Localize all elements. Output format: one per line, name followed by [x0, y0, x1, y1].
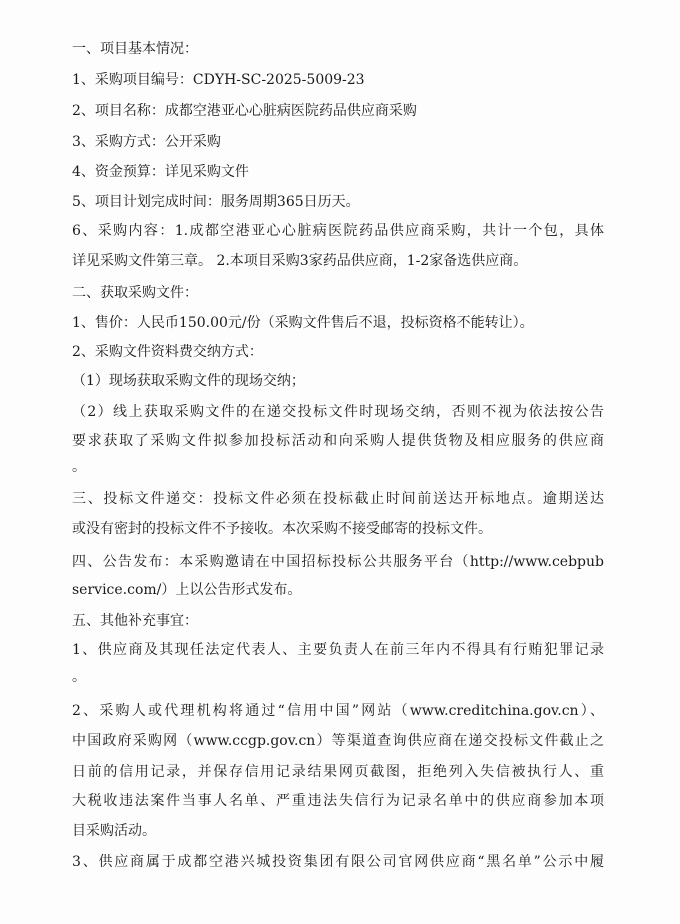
- text-announcement-2: service.com/）上以公告形式发布。: [72, 582, 302, 598]
- text-other-2-line-5: 目采购活动。: [72, 823, 156, 839]
- heading-project-info: 一、项目基本情况：: [72, 41, 198, 57]
- text-procurement-content-1: 6、采购内容：1.成都空港亚心心脏病医院药品供应商采购，共计一个包，具体: [72, 223, 604, 239]
- text-online-payment-1: （2）线上获取采购文件的在递交投标文件时现场交纳，否则不视为依法按公告: [72, 404, 604, 420]
- text-procurement-content-2: 详见采购文件第三章。 2.本项目采购3家药品供应商，1-2家备选供应商。: [72, 253, 528, 269]
- text-budget: 4、资金预算：详见采购文件: [72, 164, 249, 180]
- text-bid-submission-2: 或没有密封的投标文件不予接收。本次采购不接受邮寄的投标文件。: [72, 521, 492, 537]
- text-procurement-method: 3、采购方式：公开采购: [72, 134, 221, 150]
- text-other-2-line-1: 2、采购人或代理机构将通过“信用中国”网站（www.creditchina.gov.cn）、: [72, 703, 604, 719]
- text-onsite-payment: （1）现场获取采购文件的现场交纳；: [72, 373, 305, 389]
- text-completion-time: 5、项目计划完成时间：服务周期365日历天。: [72, 194, 360, 210]
- text-other-2-line-2: 中国政府采购网（www.ccgp.gov.cn）等渠道查询供应商在递交投标文件截止之: [72, 733, 604, 749]
- heading-other-matters: 五、其他补充事宜：: [72, 613, 198, 629]
- text-bid-submission-1: 三、投标文件递交：投标文件必须在投标截止时间前送达开标地点。逾期送达: [72, 491, 604, 507]
- text-other-1: 1、供应商及其现任法定代表人、主要负责人在前三年内不得具有行贿犯罪记录: [72, 642, 604, 658]
- heading-obtain-documents: 二、获取采购文件：: [72, 285, 198, 301]
- text-other-2-line-4: 大税收违法案件当事人名单、严重违法失信行为记录名单中的供应商参加本项: [72, 793, 604, 809]
- text-project-number: 1、采购项目编号：CDYH-SC-2025-5009-23: [72, 72, 365, 88]
- text-fee-payment: 2、采购文件资料费交纳方式：: [72, 344, 263, 360]
- text-announcement-1: 四、公告发布：本采购邀请在中国招标投标公共服务平台（http://www.cebpub: [72, 554, 604, 570]
- text-online-payment-2: 要求获取了采购文件拟参加投标活动和向采购人提供货物及相应服务的供应商: [72, 433, 604, 449]
- text-price: 1、售价：人民币150.00元/份（采购文件售后不退，投标资格不能转让）。: [72, 315, 534, 331]
- text-other-3: 3、供应商属于成都空港兴城投资集团有限公司官网供应商“黑名单”公示中履: [72, 854, 604, 870]
- text-online-payment-3: 。: [72, 459, 86, 475]
- text-other-1-end: 。: [72, 669, 86, 685]
- text-other-2-line-3: 日前的信用记录，并保存信用记录结果网页截图，拒绝列入失信被执行人、重: [72, 764, 604, 780]
- text-project-name: 2、项目名称：成都空港亚心心脏病医院药品供应商采购: [72, 103, 417, 119]
